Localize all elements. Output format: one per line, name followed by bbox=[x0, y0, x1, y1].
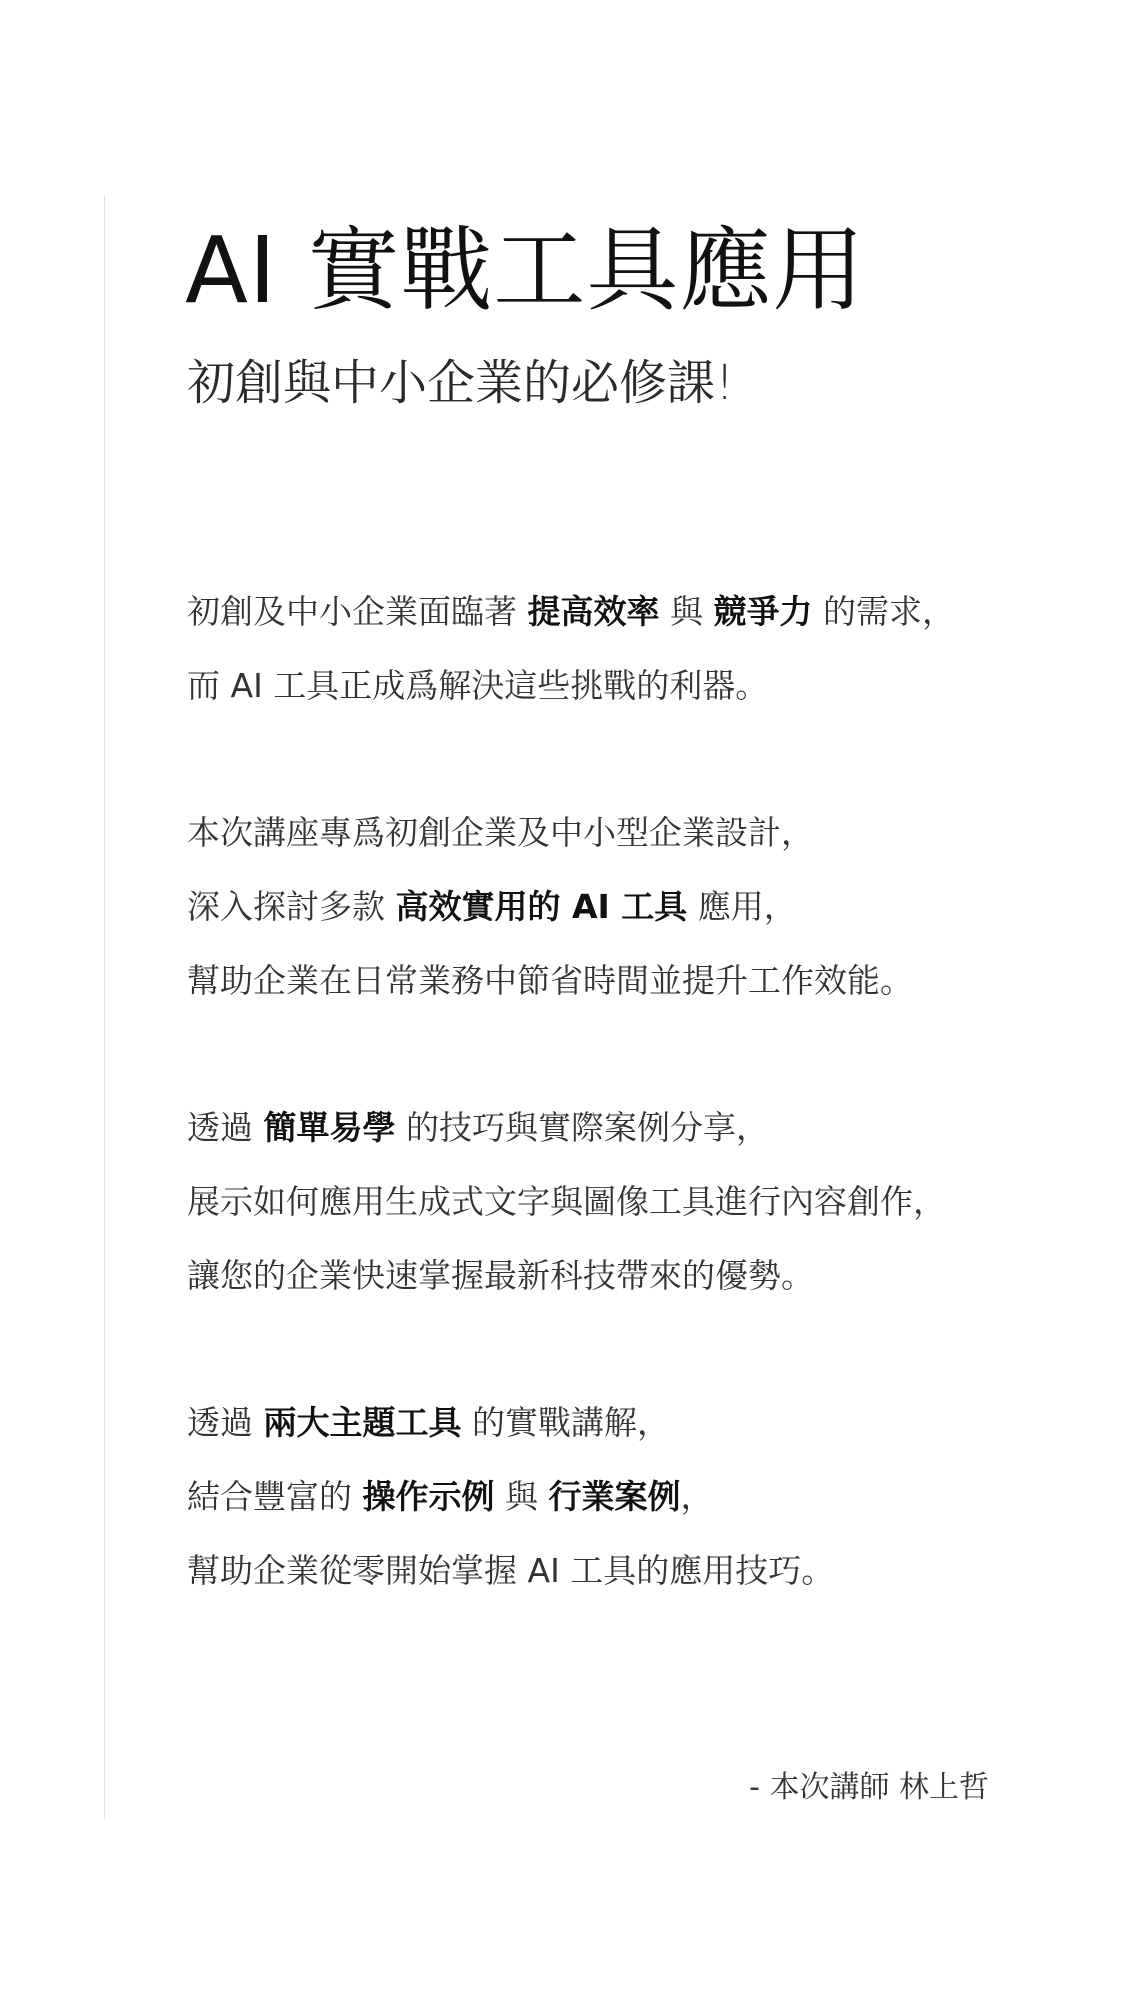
paragraph bbox=[187, 575, 1067, 723]
emphasis-text: 簡單易學 bbox=[263, 1108, 396, 1147]
text-line bbox=[187, 1386, 1067, 1460]
text-segment: 的需求， bbox=[812, 592, 955, 631]
left-margin-rule bbox=[104, 195, 105, 1820]
text-segment: 初創及中小企業面臨著 bbox=[187, 592, 528, 631]
text-line bbox=[187, 575, 1067, 649]
text-segment: 展示如何應用生成式文字與圖像工具進行內容創作， bbox=[187, 1182, 946, 1221]
paragraph bbox=[187, 1091, 1067, 1313]
text-segment: 結合豐富的 bbox=[187, 1477, 363, 1516]
paragraph bbox=[187, 1386, 1067, 1608]
page-subtitle: 初創與中小企業的必修課! bbox=[187, 355, 735, 411]
text-segment: 透過 bbox=[187, 1403, 264, 1442]
emphasis-text: 操作示例 bbox=[362, 1477, 495, 1516]
body-text bbox=[187, 575, 1067, 1681]
text-line bbox=[187, 870, 1067, 944]
emphasis-text: 行業案例 bbox=[548, 1477, 681, 1516]
text-segment: 幫助企業從零開始掌握 AI 工具的應用技巧。 bbox=[187, 1551, 835, 1590]
emphasis-text: 高效實用的 AI 工具 bbox=[395, 887, 688, 926]
speaker-signature: - 本次講師 林上哲 bbox=[749, 1770, 989, 1805]
text-line bbox=[187, 944, 1067, 1018]
text-segment: 與 bbox=[494, 1477, 549, 1516]
text-line bbox=[187, 649, 1067, 723]
text-segment: 應用， bbox=[687, 887, 797, 926]
page-title: AI 實戰工具應用 bbox=[185, 217, 866, 324]
text-segment: 幫助企業在日常業務中節省時間並提升工作效能。 bbox=[187, 961, 913, 1000]
text-line bbox=[187, 1534, 1067, 1608]
text-segment: 的實戰講解， bbox=[461, 1403, 670, 1442]
text-segment: 讓您的企業快速掌握最新科技帶來的優勢。 bbox=[187, 1256, 814, 1295]
text-line bbox=[187, 1165, 1067, 1239]
text-segment: 本次講座專爲初創企業及中小型企業設計， bbox=[187, 813, 814, 852]
text-line bbox=[187, 1091, 1067, 1165]
emphasis-text: 競爭力 bbox=[713, 592, 813, 631]
text-line bbox=[187, 796, 1067, 870]
text-segment: 而 AI 工具正成爲解決這些挑戰的利器。 bbox=[187, 666, 769, 705]
emphasis-text: 兩大主題工具 bbox=[263, 1403, 462, 1442]
text-segment: 深入探討多款 bbox=[187, 887, 396, 926]
text-line bbox=[187, 1460, 1067, 1534]
text-line bbox=[187, 1239, 1067, 1313]
text-segment: 透過 bbox=[187, 1108, 264, 1147]
text-segment: 與 bbox=[659, 592, 714, 631]
paragraph bbox=[187, 796, 1067, 1018]
emphasis-text: 提高效率 bbox=[527, 592, 660, 631]
text-segment: 的技巧與實際案例分享， bbox=[395, 1108, 769, 1147]
text-segment: ， bbox=[680, 1477, 714, 1516]
